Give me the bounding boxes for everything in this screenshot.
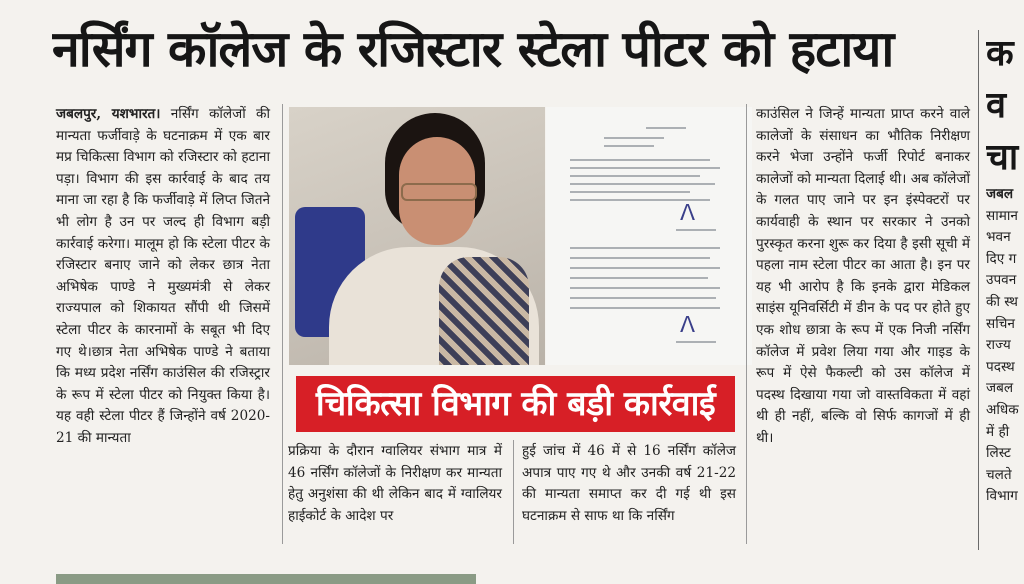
- adjacent-body-line: चलते: [986, 466, 1012, 483]
- signature-mark-2: ᐱ: [680, 313, 696, 338]
- section-banner: चिकित्सा विभाग की बड़ी कार्रवाई: [296, 376, 735, 432]
- column-1-body: नर्सिंग कॉलेजों की मान्यता फर्जीवाड़े के घटनाक्रम में एक बार मप्र चिकित्सा विभाग को रजिस्टार को हटाना पड़ा। विभाग की इस कार्रवाई के बाद तय माना जा रहा है कि फर्जीवाड़े में लिप्त जितने भी लोग है उन पर जल्द ही विभाग बड़ी कार्रवाई करेगा। मालूम हो कि स्टेला पीटर के रजिस्टार बनाए जाने को लेकर छात्र नेता अभिषेक पाण्डे ने मुख्यमंत्री से लेकर राज्यपाल को शिकायत सौंपी थी जिसमें स्टेला पीटर के कारनामों के सबूत भी दिए गए थे।छात्र नेता अभिषेक पाण्डे ने बताया कि मध्य प्रदेश नर्सिंग काउंसिल की रजिस्ट्रार के रूप में स्टेला पीटर को नियुक्त किया है। यह वही स्टेला पीटर हैं जिन्होंने वर्ष 2020-21 की मान्यता: [56, 106, 270, 446]
- adjacent-body-line: भवन: [986, 229, 1011, 246]
- signature-mark: ᐱ: [680, 201, 696, 226]
- dateline: जबलपुर, यशभारत।: [56, 106, 161, 122]
- adjacent-headline-line: व: [986, 85, 1007, 126]
- scarf-shape: [439, 257, 529, 365]
- portrait-photo: [289, 107, 545, 365]
- adjacent-body-line: सामान: [986, 207, 1018, 224]
- adjacent-headline-line: क: [986, 33, 1014, 74]
- column-divider: [746, 104, 747, 544]
- column-2a-body: प्रक्रिया के दौरान ग्वालियर संभाग मात्र में 46 नर्सिंग कॉलेजों के निरीक्षण कर मान्यता हेतु अनुशंसा की थी लेकिन बाद में ग्वालियर हाईकोर्ट के आदेश पर: [288, 443, 502, 524]
- next-story-photo: [56, 574, 476, 584]
- article-column-2b: [522, 441, 736, 527]
- adjacent-body-line: अधिक: [986, 401, 1019, 418]
- adjacent-headline-line: चा: [986, 137, 1019, 178]
- adjacent-story-fragment: [986, 28, 1024, 548]
- column-3-body: काउंसिल ने जिन्हें मान्यता प्राप्त करने वाले कालेजों के संसाधन का भौतिक निरीक्षण करने भेजा उन्होंने फर्जी रिपोर्ट बनाकर कालेजों को मान्यता दिलाई थी। अब कॉलेजों के गलत पाए जाने पर इन इंस्पेक्टरों पर कार्यवाही के स्थान पर सरकार ने उनको पुरस्कृत करना शुरू कर दिया है इसी सूची में पहला नाम स्टेला पीटर का आता है। इन पर यह भी आरोप है कि इनके द्वारा मेडिकल साइंस यूनिवर्सिटी में डीन के पद पर होते हुए एक शोध छात्रा के रूप में एक निजी नर्सिंग कॉलेज में प्रवेश लिया गया और गाइड के रूप में ऐसे फैकल्टी को उस कॉलेज में पदस्थ दिखाया गया जो वास्तविकता में वहां थी ही नहीं, बल्कि वो सिर्फ कागजों में ही थी।: [756, 106, 970, 446]
- adjacent-body-line: उपवन: [986, 272, 1017, 289]
- adjacent-body-line: दिए ग: [986, 250, 1017, 267]
- article-column-3: [756, 104, 970, 450]
- story-divider: [978, 30, 979, 550]
- next-story-strip: [0, 570, 1024, 584]
- adjacent-body-line: सचिन: [986, 315, 1015, 332]
- adjacent-body-line: की स्थ: [986, 293, 1018, 310]
- article-column-1: [56, 104, 270, 450]
- adjacent-body-line: में ही: [986, 423, 1010, 440]
- adjacent-body-line: विभाग: [986, 488, 1018, 505]
- glasses-shape: [401, 183, 477, 201]
- column-2b-body: हुई जांच में 46 में से 16 नर्सिंग कॉलेज अपात्र पाए गए थे और उनकी वर्ष 21-22 की मान्यता समाप्त कर दी गई थी इस घटनाक्रम से साफ था कि नर्सिंग: [522, 443, 736, 524]
- column-divider: [282, 104, 283, 544]
- adjacent-body-line: पदस्थ: [986, 358, 1015, 375]
- adjacent-body-line: लिस्ट: [986, 445, 1011, 462]
- adjacent-body-line: जबल: [986, 186, 1014, 202]
- headline: नर्सिंग कॉलेज के रजिस्टार स्टेला पीटर को हटाया: [52, 20, 894, 78]
- adjacent-body-line: जबल: [986, 380, 1014, 397]
- column-divider: [513, 440, 514, 544]
- document-image: [546, 107, 752, 365]
- adjacent-body-line: राज्य: [986, 337, 1011, 354]
- article-column-2a: [288, 441, 502, 527]
